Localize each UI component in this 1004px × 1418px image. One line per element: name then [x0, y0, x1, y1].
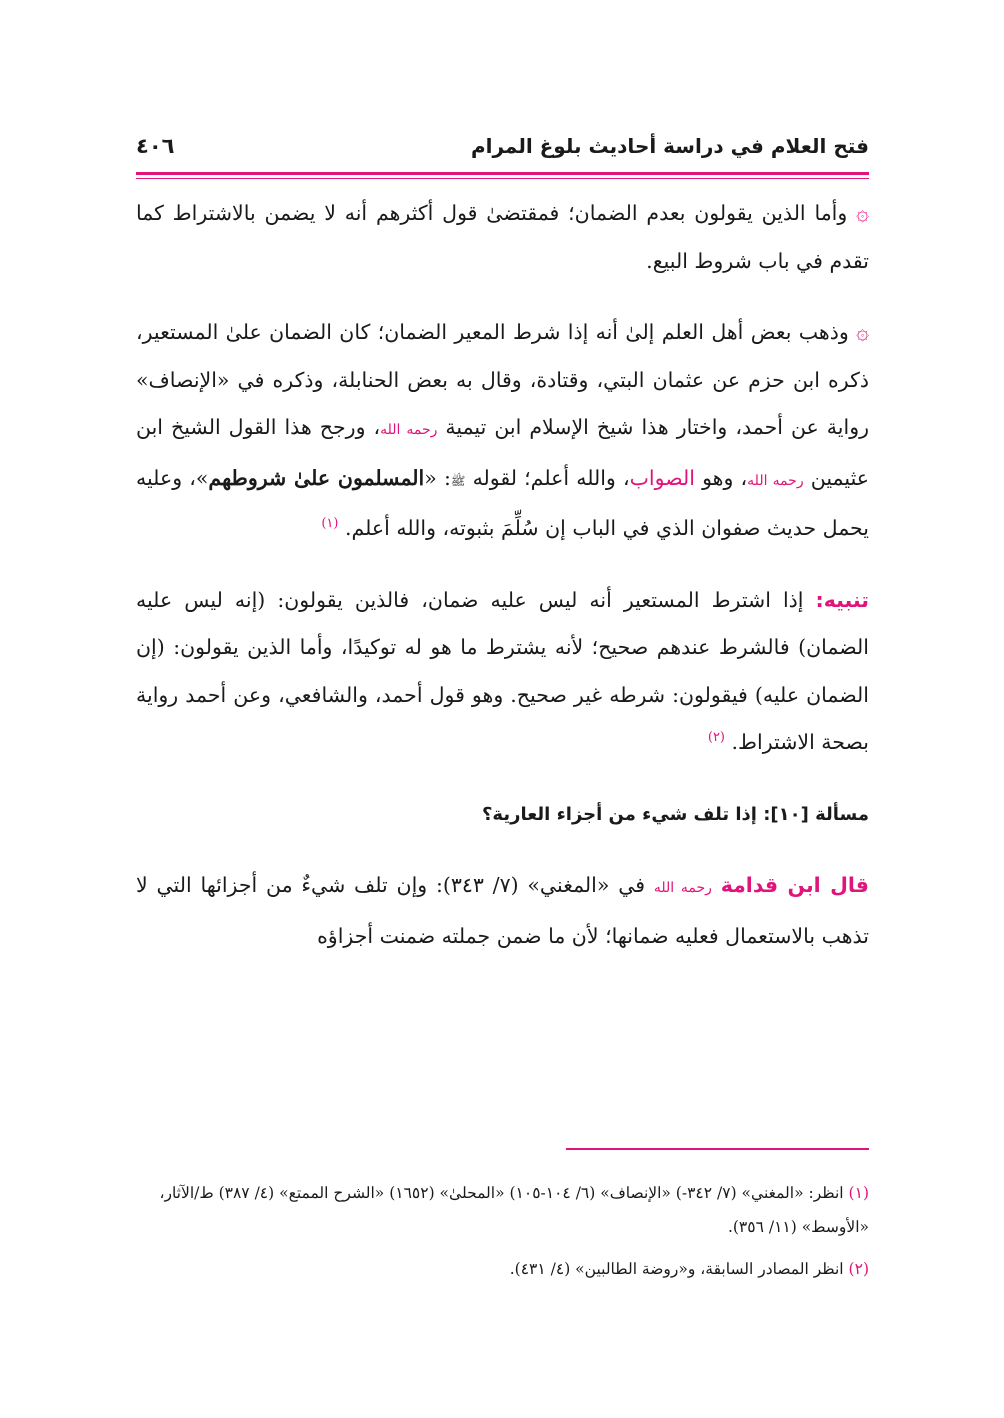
footnote-2-mark: (٢): [848, 1260, 869, 1278]
tanbih-label: تنبيه:: [815, 587, 869, 612]
footnote-1: [136, 1176, 869, 1244]
paragraph-2: [136, 309, 869, 553]
footnote-2: [136, 1252, 869, 1286]
footnote-1-text: انظر: «المغني» (٧/ ٣٤٢-) «الإنصاف» (٦/ ١٠٤-١٠٥) «المحلىٰ» (١٦٥٢) «الشرح الممتع» (٤/ ٣٨٧) ط/الآثار، «الأوسط» (١١/ ٣٥٦).: [159, 1184, 869, 1236]
paragraph-5-text: في «المغني» (٧/ ٣٤٣): وإن تلف شيءٌ من أجزائها التي لا تذهب بالاستعمال فعليه ضمانها؛ لأن ما ضمن جملته ضمنت أجزاؤه: [136, 873, 869, 948]
paragraph-tanbih: [136, 577, 869, 767]
honorific-salla: ﷺ: [450, 473, 466, 488]
paragraph-5: [136, 862, 869, 960]
honorific-rahimahu: رحمه الله: [380, 422, 438, 438]
footnote-2-text: انظر المصادر السابقة، و«روضة الطالبين» (٤/ ٤٣١).: [509, 1260, 844, 1278]
hadith-quote: المسلمون علىٰ شروطهم: [208, 465, 425, 490]
footnote-separator: [566, 1148, 869, 1150]
paragraph-1: [136, 190, 869, 285]
paragraph-2-text: وذهب بعض أهل العلم إلىٰ أنه إذا شرط المعير الضمان؛ كان الضمان علىٰ المستعير، ذكره ابن حزم عن عثمان البتي، وقتادة، وقال به بعض الحنابلة، وذكره في «الإنصاف» رواية عن أحمد، واختار هذا شيخ الإسلام ابن تيمية: [136, 320, 869, 439]
issue-heading: مسألة [١٠]: إذا تلف شيء من أجزاء العارية؟: [481, 803, 869, 825]
paragraph-3-part-e: »، وعليه يحمل حديث صفوان الذي في الباب إن سُلِّمَ بثبوته، والله أعلم.: [136, 465, 869, 540]
paragraph-1-text: وأما الذين يقولون بعدم الضمان؛ فمقتضىٰ قول أكثرهم أنه لا يضمن بالاشتراط كما تقدم في باب شروط البيع.: [136, 201, 869, 273]
paragraph-4-text: إذا اشترط المستعير أنه ليس عليه ضمان، فالذين يقولون: (إنه ليس عليه الضمان) فالشرط عندهم صحيح؛ لأنه يشترط ما هو له توكيدًا، وأما الذين يقولون: (إن الضمان عليه) فيقولون: شرطه غير صحيح. وهو قول أحمد، والشافعي، وعن أحمد رواية بصحة الاشتراط.: [136, 587, 869, 754]
quote-label: قال ابن قدامة: [720, 873, 869, 897]
flower-ornament-icon: ۞: [856, 320, 869, 345]
flower-ornament-icon: ۞: [856, 201, 869, 226]
sawab-highlight: الصواب: [629, 465, 695, 490]
page-header: [136, 126, 869, 166]
paragraph-3-part-b: ، وهو: [702, 465, 748, 490]
footnote-ref-2: (٢): [707, 730, 725, 746]
honorific-rahimahu: رحمه الله: [653, 880, 712, 896]
paragraph-3-part-a: ، ورجح هذا القول الشيخ ابن عثيمين: [136, 415, 869, 490]
header-rule-thin: [136, 178, 869, 179]
honorific-rahimahu: رحمه الله: [747, 472, 804, 489]
footnote-ref-1: (١): [321, 516, 339, 532]
main-text: [136, 190, 869, 984]
paragraph-3-part-d: : «: [424, 465, 451, 490]
running-title: فتح العلام في دراسة أحاديث بلوغ المرام: [470, 134, 869, 158]
page-number: ٤٠٦: [136, 134, 175, 158]
paragraph-3-part-c: ، والله أعلم؛ لقوله: [472, 465, 630, 490]
footnotes: [136, 1176, 869, 1294]
footnote-1-mark: (١): [848, 1184, 869, 1202]
header-rule-thick: [136, 172, 869, 175]
